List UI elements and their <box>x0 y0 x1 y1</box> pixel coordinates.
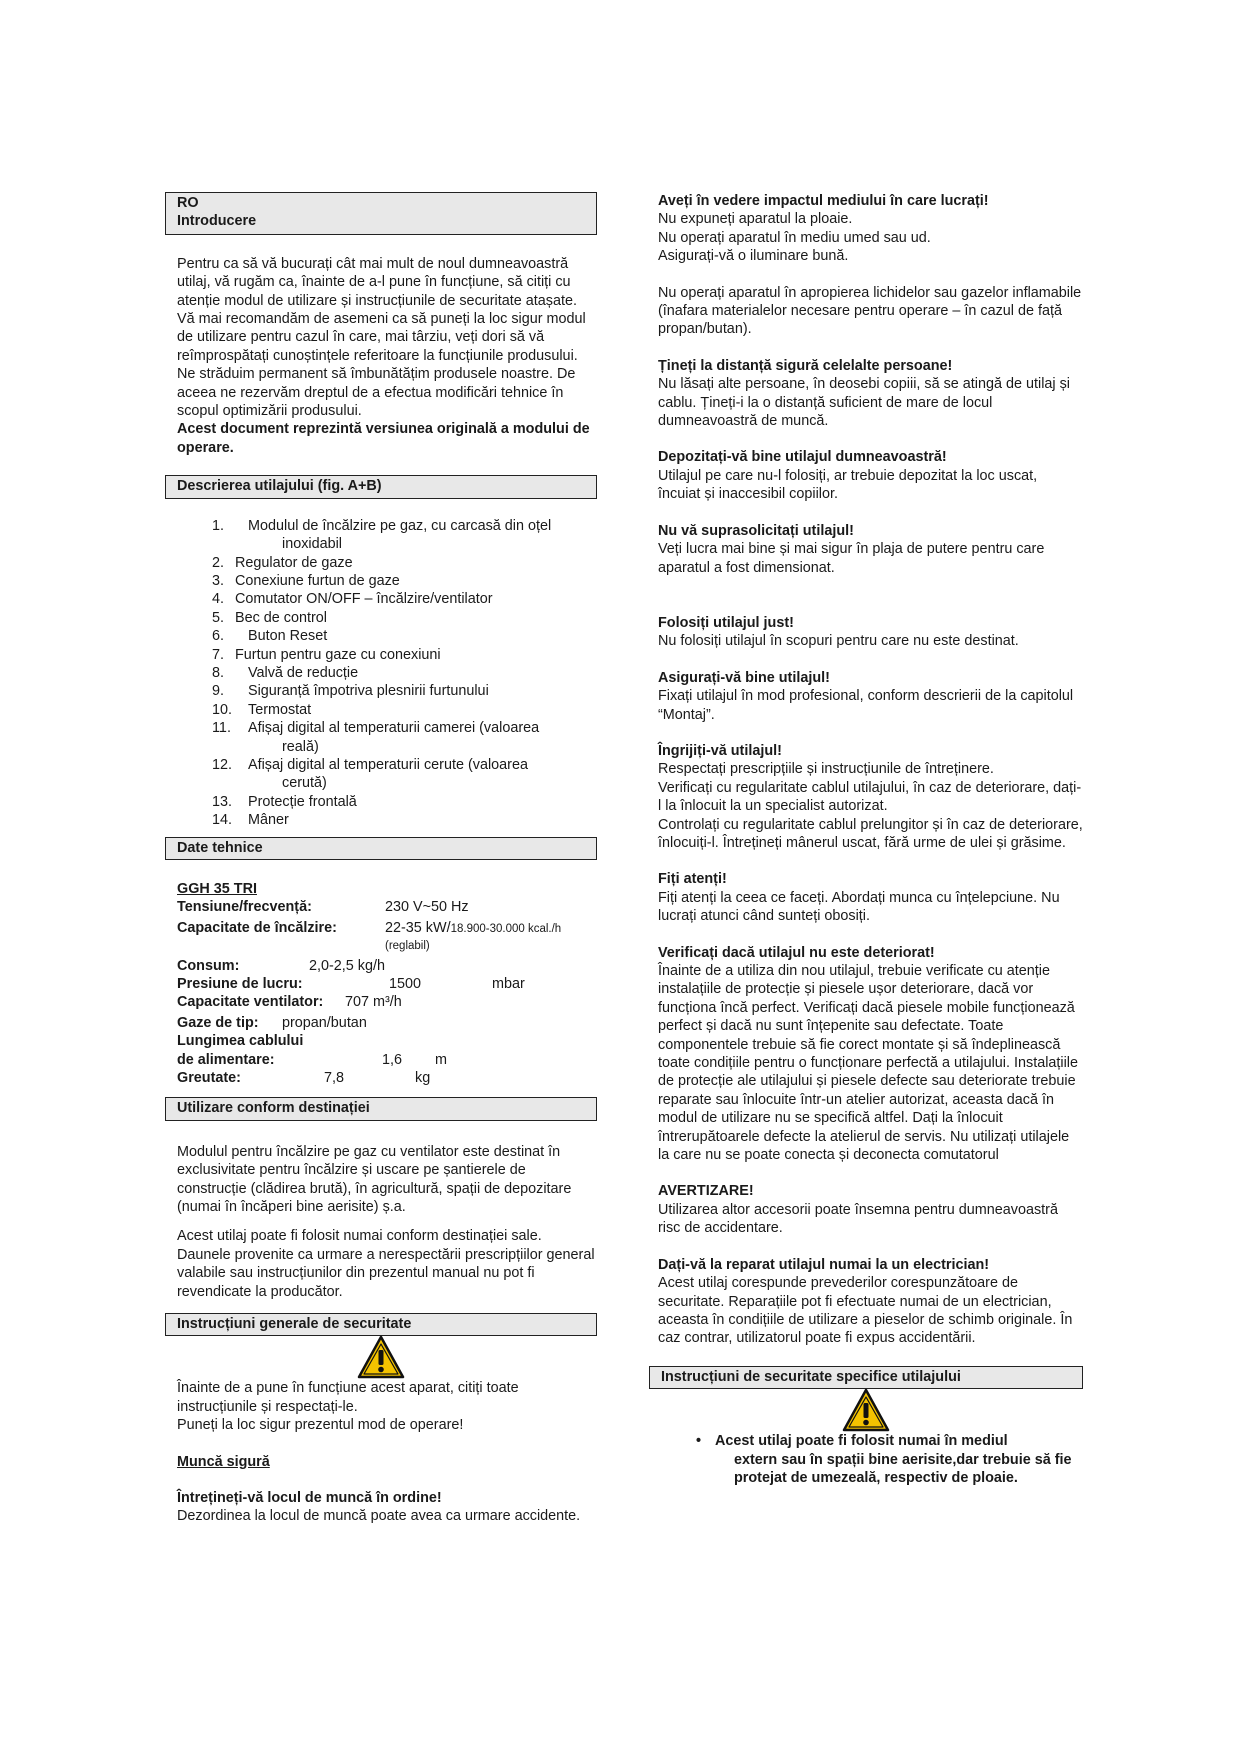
care-line-3: Controlați cu regularitate cablul prelungitor și în caz de deteriorare, înlocuiți-l. Întrețineți mânerul uscat, fără urme de ulei și grăsime. <box>658 816 1083 851</box>
warning-text: Utilizarea altor accesorii poate însemna pentru dumneavoastră risc de accidentare. <box>658 1201 1058 1237</box>
environment-line-3: Asigurați-vă o iluminare bună. <box>658 248 849 265</box>
list-item-number: 4. <box>212 591 225 608</box>
distance-text: Nu lăsați alte persoane, în deosebi copiii, să se atingă de utilaj și cablu. Țineți-i la o distanță suficient de mare de locul dumneavoastră de muncă. <box>658 376 1070 430</box>
environment-line-1: Nu expuneți aparatul la ploaie. <box>658 211 853 228</box>
repair-text: Acest utilaj corespunde prevederilor corespunzătoare de securitate. Reparațiile pot fi efectuate numai de un electrician, aceasta în condițiile de utilizare a pieselor de schimb originale. În caz contrar, utilizatorul poate fi expus accidentării. <box>658 1275 1073 1347</box>
warning-heading: AVERTIZARE! <box>658 1183 754 1200</box>
right-use-text: Nu folosiți utilajul în scopuri pentru care nu este destinat. <box>658 633 1019 650</box>
secure-heading: Asigurați-vă bine utilajul! <box>658 669 830 686</box>
list-item-text: Mâner <box>248 812 289 829</box>
attention-text: Fiți atenți la ceea ce faceți. Abordați munca cu înțelepciune. Nu lucrați atunci când sunteți obosiți. <box>658 889 1060 925</box>
list-item-number: 2. <box>212 554 225 571</box>
section-header-specific: Instrucțiuni de securitate specifice utilajului <box>649 1366 1083 1389</box>
check-text: Înainte de a utiliza din nou utilajul, trebuie verificate cu atenție instalațiile de protecție și piesele ușor deteriorare, dacă vor funcționa încă perfect. Verificați dacă piesele mobile funcționează perfect și dacă nu sunt înțepenite sau defectate. Toate componentele trebuie să fie corect montate și să îndeplinească toate condițiile pentru o funcționare perfectă a utilajului. Instalațiile de protecție ale utilajului și piesele defecte sau deteriorate trebuie reparate sau înlocuite într-un atelier autorizat, aceasta dacă în modul de utilizare nu se specifică altfel. Dați la înlocuit întrerupătoarele defecte la atelierul de servis. Nu utilizați utilajele la care nu se poate conecta și deconecta comutatorul <box>658 963 1078 1164</box>
tech-pressure-value: 1500 <box>389 975 422 992</box>
list-item-text: Conexiune furtun de gaze <box>235 572 400 589</box>
list-item-number: 11. <box>212 720 231 737</box>
tech-consumption-label: Consum: <box>177 957 240 974</box>
tech-cable-label-1: Lungimea cablului <box>177 1033 304 1050</box>
list-item <box>212 756 597 793</box>
list-item-text: Valvă de reducție <box>248 664 359 681</box>
environment-line-2: Nu operați aparatul în mediu umed sau ud. <box>658 229 931 246</box>
warning-icon <box>165 1335 597 1379</box>
tech-model: GGH 35 TRI <box>177 881 257 897</box>
tech-fan-value: 707 m³/h <box>345 994 402 1011</box>
attention-heading: Fiți atenți! <box>658 871 727 888</box>
list-item <box>212 701 597 719</box>
warning-icon-specific <box>649 1388 1083 1432</box>
care-line-2: Verificați cu regularitate cablul utilajului, în caz de deteriorare, dați-l la înlocuit la un specialist autorizat. <box>658 779 1082 815</box>
list-item-number: 14. <box>212 812 233 829</box>
bullet-text-cont: extern sau în spații bine aerisite,dar trebuie să fie protejat de umezeală, respectiv de ploaie. <box>734 1451 1072 1486</box>
section-header-usage: Utilizare conform destinației <box>165 1097 597 1120</box>
tech-fan-label: Capacitate ventilator: <box>177 994 324 1011</box>
tech-gas-label: Gaze de tip: <box>177 1014 259 1031</box>
right-column <box>649 192 1083 1487</box>
description-list <box>165 517 597 830</box>
list-item-number: 3. <box>212 572 225 589</box>
bullet-text: Acest utilaj poate fi folosit numai în mediul <box>715 1433 1008 1450</box>
list-item-number: 8. <box>212 664 225 681</box>
list-item-text: Protecție frontală <box>248 793 357 810</box>
check-heading: Verificați dacă utilajul nu este deteriorat! <box>658 944 935 961</box>
tech-consumption-value: 2,0-2,5 kg/h <box>309 957 386 974</box>
list-item <box>212 554 597 572</box>
list-item-text-cont: cerută) <box>282 775 327 792</box>
list-item <box>212 572 597 590</box>
tech-heating-kcal: 18.900-30.000 kcal./h <box>450 922 562 935</box>
order-text: Dezordinea la locul de muncă poate avea ca urmare accidente. <box>177 1508 581 1525</box>
tech-weight-value: 7,8 <box>324 1069 345 1086</box>
distance-heading: Țineți la distanță sigură celelalte persoane! <box>658 357 953 374</box>
section-header-tech: Date tehnice <box>165 837 597 860</box>
tech-heating-value: 22-35 kW/18.900-30.000 kcal./h <box>385 919 562 936</box>
list-item <box>212 793 597 811</box>
list-item-number: 9. <box>212 683 225 700</box>
list-item-text: Termostat <box>248 701 312 718</box>
list-item <box>696 1432 1083 1487</box>
list-item-text-cont: inoxidabil <box>282 536 343 553</box>
repair-heading: Dați-vă la reparat utilajul numai la un electrician! <box>658 1256 990 1273</box>
intro-heading: Introducere <box>177 213 257 230</box>
usage-text-1: Modulul pentru încălzire pe gaz cu ventilator este destinat în exclusivitate pentru încălzire și uscare pe șantierele de construcție (clădirea brută), în agricultură, spații de depozitare (numai în încăperi bine aerisite) ș.a. <box>177 1143 572 1215</box>
list-item-text: Afișaj digital al temperaturii camerei (valoarea <box>248 720 540 737</box>
overload-heading: Nu vă suprasolicitați utilajul! <box>658 522 854 539</box>
list-item <box>212 590 597 608</box>
list-item-text: Regulator de gaze <box>235 554 353 571</box>
tech-heating-label: Capacitate de încălzire: <box>177 919 337 936</box>
list-item-text: Furtun pentru gaze cu conexiuni <box>235 646 441 663</box>
list-item-number: 13. <box>212 793 233 810</box>
order-heading: Întrețineți-vă locul de muncă în ordine! <box>177 1489 442 1506</box>
secure-text: Fixați utilajul în mod profesional, conform descrierii de la capitolul “Montaj”. <box>658 688 1074 723</box>
left-column <box>165 192 597 1526</box>
list-item <box>212 682 597 700</box>
tech-cable-unit: m <box>435 1051 447 1068</box>
tech-cable-label-2: de alimentare: <box>177 1051 275 1068</box>
list-item <box>212 811 597 829</box>
list-item <box>212 609 597 627</box>
safe-work-heading: Muncă sigură <box>177 1453 270 1470</box>
section-header-safety: Instrucțiuni generale de securitate <box>165 1313 597 1336</box>
right-use-heading: Folosiți utilajul just! <box>658 614 794 631</box>
tech-pressure-unit: mbar <box>492 975 525 992</box>
care-heading: Îngrijiți-vă utilajul! <box>658 742 782 759</box>
storage-heading: Depozitați-vă bine utilajul dumneavoastră! <box>658 449 947 466</box>
list-item-number: 6. <box>212 628 225 645</box>
intro-text: Pentru ca să vă bucurați cât mai mult de noul dumneavoastră utilaj, vă rugăm ca, înainte de a-l pune în funcțiune, să citiți cu atenție modul de utilizare și instrucțiunile de securitate atașate. Vă mai recomandăm de asemeni ca să puneți la loc sigur modul de utilizare pentru cazul în care, mai târziu, veți dori să vă reîmprospătați cunoștințele referitoare la funcțiunile produsului. Ne străduim permanent să îmbunătățim produsele noastre. De aceea ne rezervăm dreptul de a efectua modificări tehnice în scopul optimizării produsului. <box>177 255 586 420</box>
list-item-text: Siguranță împotriva plesnirii furtunului <box>248 683 489 700</box>
right-safety-rules <box>649 192 1083 1348</box>
usage-section <box>165 1143 597 1301</box>
tech-voltage-label: Tensiune/frecvență: <box>177 899 312 916</box>
list-item-text: Modulul de încălzire pe gaz, cu carcasă din oțel <box>248 517 552 534</box>
language-code: RO <box>177 195 199 211</box>
list-item-text: Buton Reset <box>248 628 328 645</box>
intro-section <box>165 255 597 457</box>
list-item <box>212 517 597 554</box>
safety-intro-text: Înainte de a pune în funcțiune acest aparat, citiți toate instrucțiunile și respectați-le. <box>177 1380 519 1415</box>
list-item <box>212 719 597 756</box>
list-item-number: 7. <box>212 646 225 663</box>
tech-pressure-label: Presiune de lucru: <box>177 975 303 992</box>
tech-weight-label: Greutate: <box>177 1069 241 1086</box>
safety-general-section <box>165 1379 597 1525</box>
tech-weight-unit: kg <box>415 1069 431 1086</box>
list-item-text-cont: reală) <box>282 738 319 755</box>
flammable-text: Nu operați aparatul în apropierea lichidelor sau gazelor inflamabile (înafara materialelor necesare pentru operare – în cazul de față propan/butan). <box>658 284 1082 338</box>
storage-text: Utilajul pe care nu-l folosiți, ar trebuie depozitat la loc uscat, încuiat și inaccesibil copiilor. <box>658 467 1038 503</box>
list-item <box>212 664 597 682</box>
usage-text-2: Acest utilaj poate fi folosit numai conform destinației sale. Daunele provenite ca urmare a nerespectării prescripțiilor general valabile sau instrucțiunilor din prezentul manual nu pot fi revendicate la producător. <box>177 1228 595 1300</box>
tech-voltage-value: 230 V~50 Hz <box>385 899 469 916</box>
list-item-number: 1. <box>212 517 225 534</box>
list-item-number: 5. <box>212 609 225 626</box>
list-item <box>212 627 597 645</box>
overload-text: Veți lucra mai bine și mai sigur în plaja de putere pentru care aparatul a fost dimensionat. <box>658 541 1045 576</box>
tech-cable-value: 1,6 <box>382 1051 403 1068</box>
tech-heating-note: (reglabil) <box>385 940 430 953</box>
specific-safety-list <box>649 1432 1083 1487</box>
section-header-intro <box>165 192 597 235</box>
list-item-number: 12. <box>212 756 233 773</box>
tech-gas-value: propan/butan <box>282 1014 367 1031</box>
tech-data <box>165 880 597 1087</box>
list-item-text: Afișaj digital al temperaturii cerute (valoarea <box>248 756 528 773</box>
section-header-description: Descrierea utilajului (fig. A+B) <box>165 475 597 498</box>
safety-keep-text: Puneți la loc sigur prezentul mod de operare! <box>177 1417 464 1434</box>
bullet-icon: • <box>696 1433 702 1450</box>
list-item <box>212 646 597 664</box>
intro-original-note: Acest document reprezintă versiunea originală a modului de operare. <box>177 421 590 456</box>
list-item-number: 10. <box>212 701 233 718</box>
list-item-text: Comutator ON/OFF – încălzire/ventilator <box>235 591 493 608</box>
list-item-text: Bec de control <box>235 609 327 626</box>
care-line-1: Respectați prescripțiile și instrucțiunile de întreținere. <box>658 761 994 778</box>
environment-heading: Aveți în vedere impactul mediului în care lucrați! <box>658 193 989 209</box>
